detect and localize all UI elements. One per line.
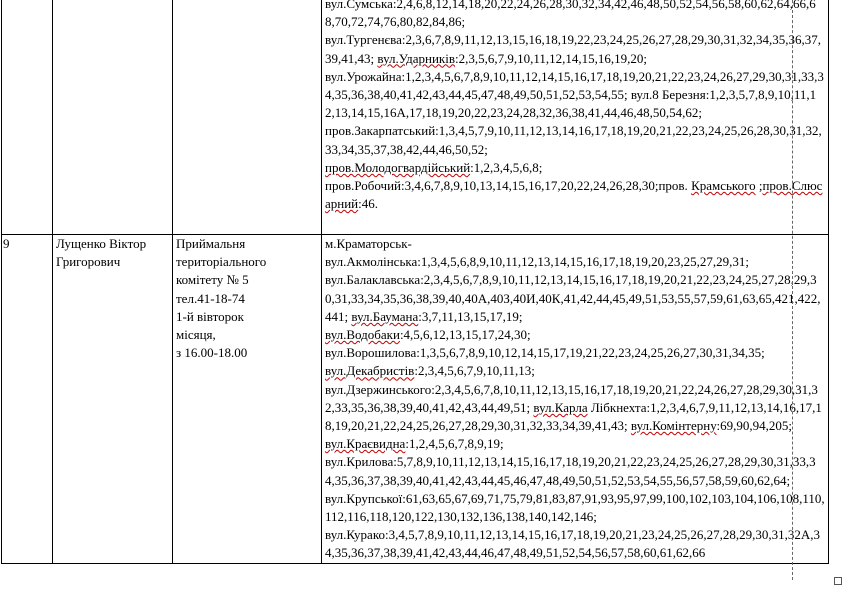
street-entry bbox=[325, 453, 825, 489]
street-entry bbox=[325, 326, 825, 344]
street-entry bbox=[325, 31, 825, 67]
street-text: :46. bbox=[358, 196, 379, 212]
street-name-spellcheck: вул.Декабристів bbox=[325, 363, 415, 379]
street-text: вул.Акмолінська:1,3,4,5,6,8,9,10,11,12,13,14,15,16,17,18,19,20,23,25,27,29,31; bbox=[325, 254, 750, 270]
street-text: :1,2,3,4,5,6,8; bbox=[470, 159, 543, 175]
street-name-spellcheck: вул.Водобаки bbox=[325, 327, 400, 343]
street-name-spellcheck: пров.Слюсарний bbox=[325, 178, 823, 212]
street-entry bbox=[325, 271, 825, 326]
reception-info-line: місяця, bbox=[176, 327, 216, 343]
street-name-spellcheck: Крамського bbox=[691, 178, 756, 194]
reception-info-line: тел.41-18-74 bbox=[176, 290, 245, 306]
reception-cell bbox=[173, 235, 322, 564]
street-entry bbox=[325, 122, 825, 158]
street-name-spellcheck: вул.Краєвидна bbox=[325, 436, 406, 452]
street-name-spellcheck: вул.Ударників bbox=[377, 50, 455, 66]
address-list-cell bbox=[322, 0, 829, 235]
deputy-name-cell: Лущенко Віктор Григорович bbox=[53, 235, 173, 564]
street-name-spellcheck: вул.Карла bbox=[533, 399, 588, 415]
table-resize-handle[interactable] bbox=[834, 577, 842, 585]
street-entry bbox=[325, 344, 825, 362]
street-text: пров.Закарпатський:1,3,4,5,7,9,10,11,12,13,14,16,17,18,19,20,21,22,23,24,25,26,28,30,31,32,33,34,35,37,38,42,44,46,50,52; bbox=[325, 123, 822, 157]
street-text: вул.Сумська:2,4,6,8,12,14,18,20,22,24,26,28,30,32,34,42,46,48,50,52,54,56,58,60,62,64,66,68,70,72,74,76,80,82,84,86; bbox=[325, 0, 816, 30]
street-text: вул.Урожайна:1,2,3,4,5,6,7,8,9,10,11,12,14,15,16,17,18,19,20,21,22,23,24,26,27,29,30,31,33,34,35,36,38,40,41,42,43,44,45,47,48,49,50,51,52,53,54,55; вул.8 Березня:1,2,3,5,7,8,9,10,11,12,13,14,15,16А,17,18,19,20,22,23,24,28,32,36,38,41,44,46,48,50,54,62; bbox=[325, 68, 824, 121]
street-entry bbox=[325, 381, 825, 436]
street-text: :2,3,5,6,7,9,10,11,12,14,15,16,19,20; bbox=[454, 50, 647, 66]
reception-info-line: 1-й вівторок bbox=[176, 308, 244, 324]
row-number-cell bbox=[2, 0, 53, 235]
street-text: вул.Крупської:61,63,65,67,69,71,75,79,81,83,87,91,93,95,97,99,100,102,103,104,106,108,110,112,116,118,120,122,130,132,136,138,140,142,146; bbox=[325, 490, 825, 525]
margin-guide-line bbox=[792, 0, 793, 580]
street-text: :2,3,4,5,6,7,9,10,11,13; bbox=[414, 363, 535, 379]
reception-info-line: комітету № 5 bbox=[176, 272, 249, 288]
street-name-spellcheck: пров.Молодогвардійський bbox=[325, 159, 471, 175]
street-entry bbox=[325, 435, 825, 453]
street-text: :4,5,6,12,13,15,17,24,30; bbox=[399, 327, 531, 343]
street-entry bbox=[325, 526, 825, 562]
street-text: :1,2,4,5,6,7,8,9,19; bbox=[405, 436, 504, 452]
street-text: вул.Ворошилова:1,3,5,6,7,8,9,10,12,14,15,17,19,21,22,23,24,25,26,27,30,31,34,35; bbox=[325, 345, 765, 361]
street-entry bbox=[325, 235, 825, 253]
representatives-table bbox=[1, 0, 829, 564]
street-text: пров.Робочий:3,4,6,7,8,9,10,13,14,15,16,17,20,22,24,26,28,30;пров. bbox=[325, 178, 692, 194]
street-text: вул.Курако:3,4,5,7,8,9,10,11,12,13,14,15,16,17,18,19,20,21,23,24,25,26,27,28,29,30,31,32А,34,35,36,37,38,39,41,42,43,44,46,47,48,49,51,52,54,56,57,58,60,61,62,66 bbox=[325, 527, 820, 561]
street-text: вул.Крилова:5,7,8,9,10,11,12,13,14,15,16,17,18,19,20,21,22,23,24,25,26,27,28,29,30,31,33,34,35,36,37,38,39,40,41,42,43,44,45,46,47,48,49,50,51,52,53,54,55,56,57,58,59,60,62,64; bbox=[325, 454, 816, 488]
street-entry bbox=[325, 0, 825, 31]
reception-info-line: територіального bbox=[176, 254, 267, 270]
street-name-spellcheck: вул.Баумана bbox=[351, 308, 419, 324]
table-row bbox=[2, 0, 829, 235]
row-number-cell: 9 bbox=[2, 235, 53, 564]
reception-cell bbox=[173, 0, 322, 235]
table-row bbox=[2, 235, 829, 564]
reception-info-line: з 16.00-18.00 bbox=[176, 345, 248, 361]
street-text: :69,90,94,205; bbox=[716, 418, 793, 434]
street-name-spellcheck: вул.Комінтерну bbox=[630, 418, 717, 434]
street-text: вул.Тургенєва:2,3,6,7,8,9,11,12,13,15,16,18,19,22,23,24,25,26,27,28,29,30,31,32,34,35,36,37,39,41,43; bbox=[325, 32, 821, 66]
deputy-name-cell bbox=[53, 0, 173, 235]
address-list-cell bbox=[322, 235, 829, 564]
street-text: м.Краматорськ- bbox=[325, 236, 412, 251]
street-text: ; bbox=[755, 178, 763, 194]
street-entry bbox=[325, 490, 825, 526]
street-entry bbox=[325, 177, 825, 213]
street-text: вул.Балаклавська:2,3,4,5,6,7,8,9,10,11,12,13,14,15,16,17,18,19,20,21,22,23,24,25,27,28,29,30,31,33,34,35,36,38,39,40,40А,40З,40И,40К,41,42,44,45,49,51,53,55,57,59,61,63,65,421,422,441; bbox=[325, 272, 821, 324]
street-text: Лібкнехта:1,2,3,4,6,7,9,11,12,13,14,16,17,18,19,20,21,22,24,25,26,27,28,29,30,31,32,33,34,39,41,43; bbox=[325, 399, 822, 434]
street-text: вул.Дзержинського:2,3,4,5,6,7,8,10,11,12,13,15,16,17,18,19,20,21,22,24,26,27,28,29,30,31,32,33,35,36,38,39,40,41,42,43,44,49,51; bbox=[325, 381, 818, 415]
reception-info-line: Приймальня bbox=[176, 236, 246, 251]
street-entry bbox=[325, 68, 825, 123]
street-text: :3,7,11,13,15,17,19; bbox=[418, 308, 523, 324]
street-entry bbox=[325, 362, 825, 380]
street-entry bbox=[325, 253, 825, 271]
street-entry bbox=[325, 159, 825, 177]
